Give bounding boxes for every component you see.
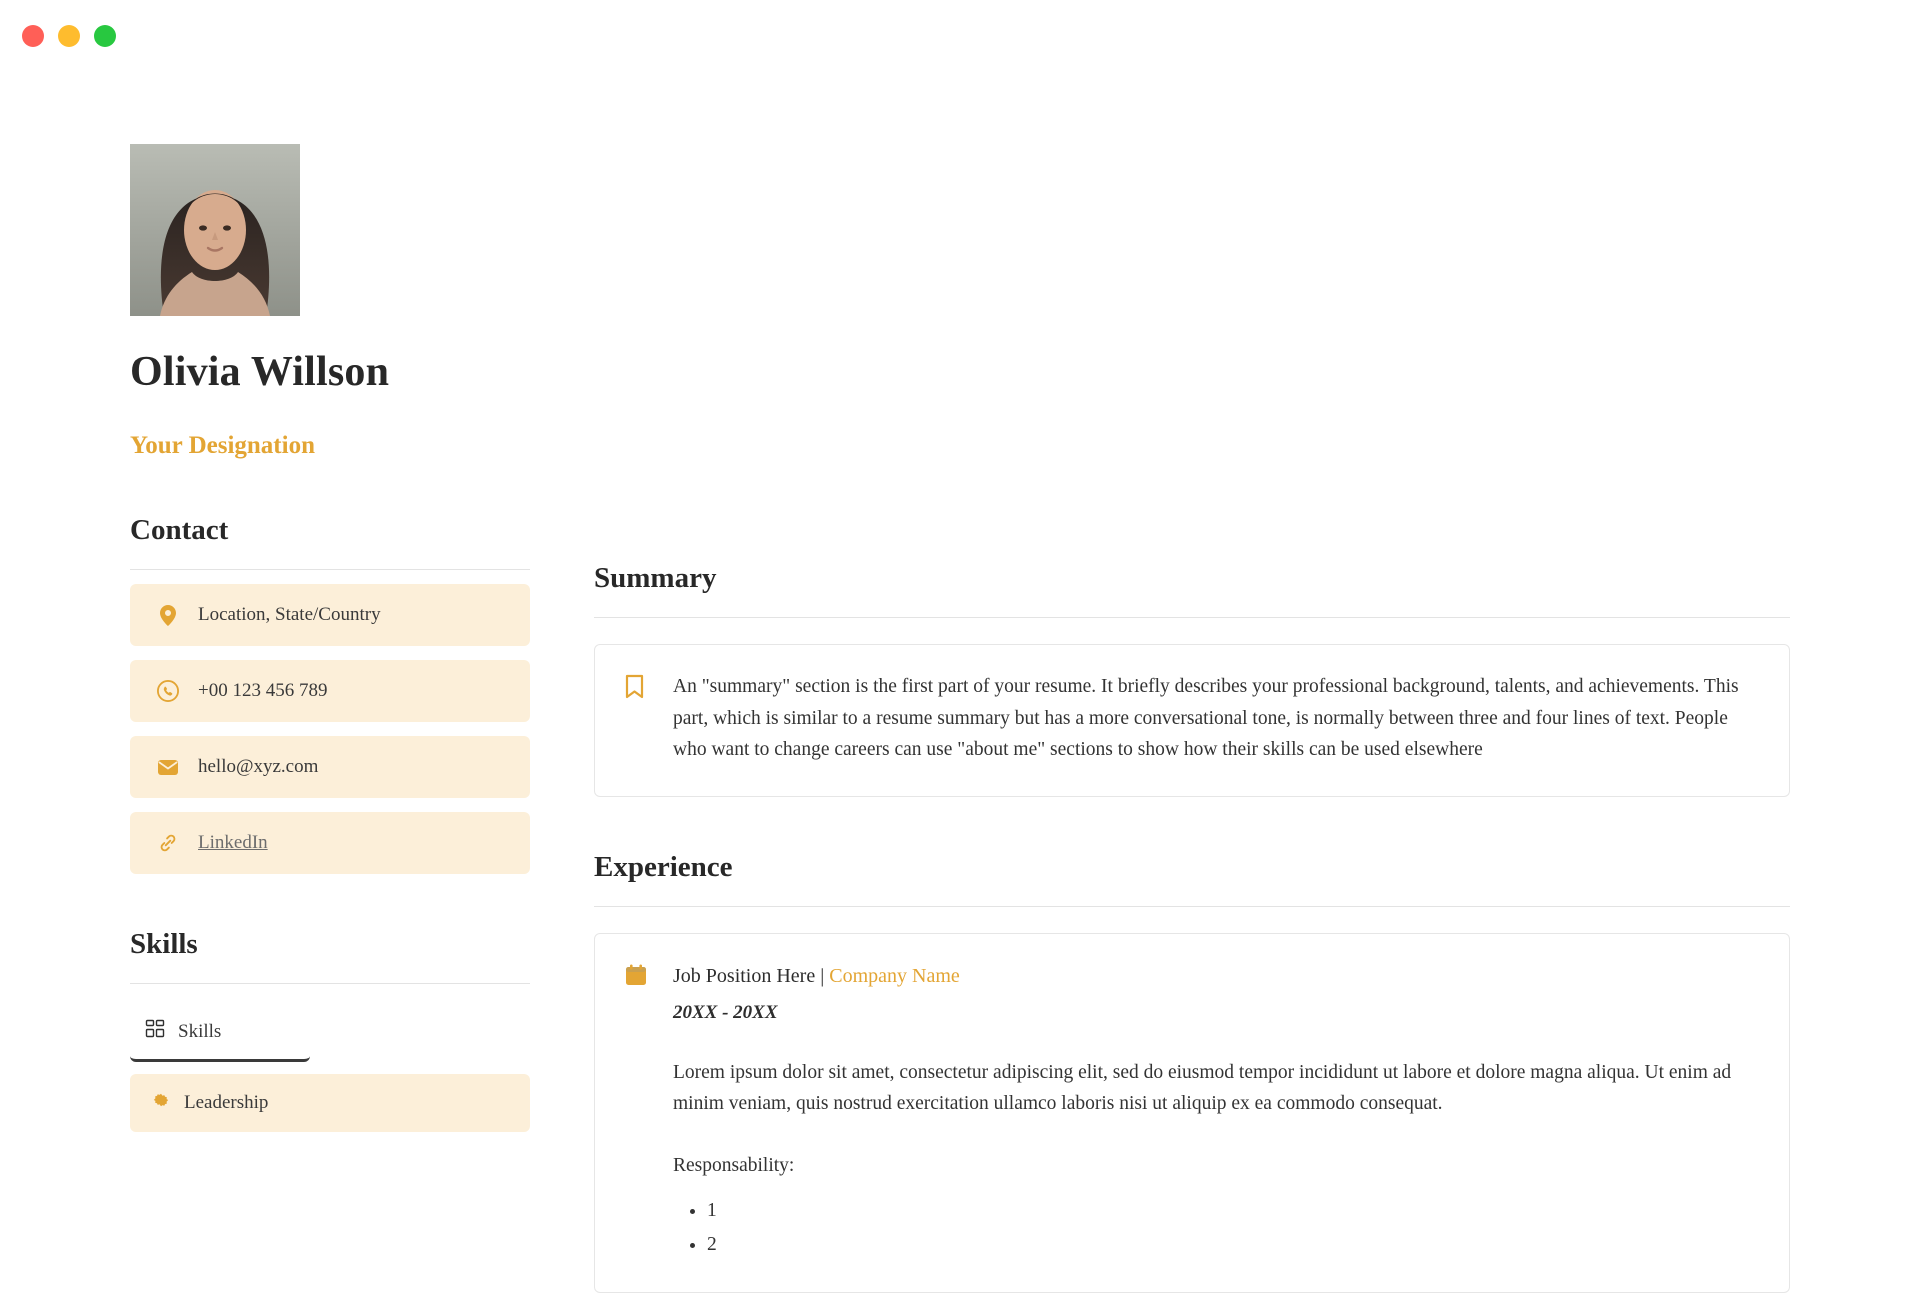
list-item: • 2 [707, 1228, 1759, 1262]
list-item: • 1 [707, 1194, 1759, 1228]
envelope-icon [156, 759, 180, 776]
summary-text: An "summary" section is the first part of your resume. It briefly describes your professional background, talents, and achievements. This part, which is similar to a resume summary but has a more conversational tone, is normally between three and four lines of text. People who want to change careers can use "about me" sections to show how their skills can be used elsewhere [673, 676, 1739, 761]
summary-divider [594, 617, 1790, 618]
window-titlebar [0, 0, 1920, 72]
contact-divider [130, 569, 530, 570]
contact-item-location [130, 584, 530, 646]
calendar-icon [625, 960, 651, 1262]
contact-location-label: Location, State/Country [198, 604, 381, 625]
avatar [130, 144, 300, 316]
grid-icon [146, 1020, 164, 1044]
resume-main [530, 144, 1920, 1293]
job-company: Company Name [829, 964, 960, 987]
contact-linkedin-label[interactable]: LinkedIn [198, 832, 268, 853]
contact-item-linkedin[interactable] [130, 812, 530, 874]
minimize-window-button[interactable] [58, 25, 80, 47]
experience-heading: Experience [594, 850, 733, 883]
link-icon [156, 832, 180, 854]
bookmark-icon [625, 671, 651, 766]
gear-icon [152, 1091, 170, 1115]
summary-heading: Summary [594, 562, 717, 594]
resume-page [0, 72, 1920, 1293]
page-title: Olivia Willson [130, 349, 390, 395]
experience-card [594, 933, 1790, 1293]
summary-card [594, 644, 1790, 797]
contact-item-email [130, 736, 530, 798]
job-description: Lorem ipsum dolor sit amet, consectetur adipiscing elit, sed do eiusmod tempor incididunt ut labore et dolore magna aliqua. Ut enim ad minim veniam, quis nostrud exercitation ullamco laboris nisi ut aliquip ex ea commodo consequat. [673, 1061, 1732, 1115]
profile-designation: Your Designation [130, 432, 315, 459]
job-separator: | [820, 964, 825, 987]
responsibility-label: Responsability: [673, 1155, 795, 1177]
contact-heading: Contact [130, 514, 229, 546]
job-position: Job Position Here [673, 964, 816, 987]
maximize-window-button[interactable] [94, 25, 116, 47]
phone-icon [156, 680, 180, 702]
experience-divider [594, 906, 1790, 907]
skill-label-skills: Skills [178, 1020, 222, 1042]
skill-item-skills [130, 1004, 310, 1062]
contact-item-phone [130, 660, 530, 722]
close-window-button[interactable] [22, 25, 44, 47]
responsibility-list [707, 1194, 1759, 1262]
contact-phone-label: +00 123 456 789 [198, 680, 328, 701]
skills-heading: Skills [130, 928, 198, 960]
skill-label-leadership: Leadership [184, 1092, 269, 1113]
skills-divider [130, 983, 530, 984]
location-pin-icon [156, 605, 180, 626]
job-title-line [673, 960, 1759, 992]
job-dates: 20XX - 20XX [673, 1002, 778, 1024]
resume-sidebar [0, 144, 530, 1293]
contact-email-label: hello@xyz.com [198, 756, 319, 777]
skill-item-leadership [130, 1074, 530, 1132]
